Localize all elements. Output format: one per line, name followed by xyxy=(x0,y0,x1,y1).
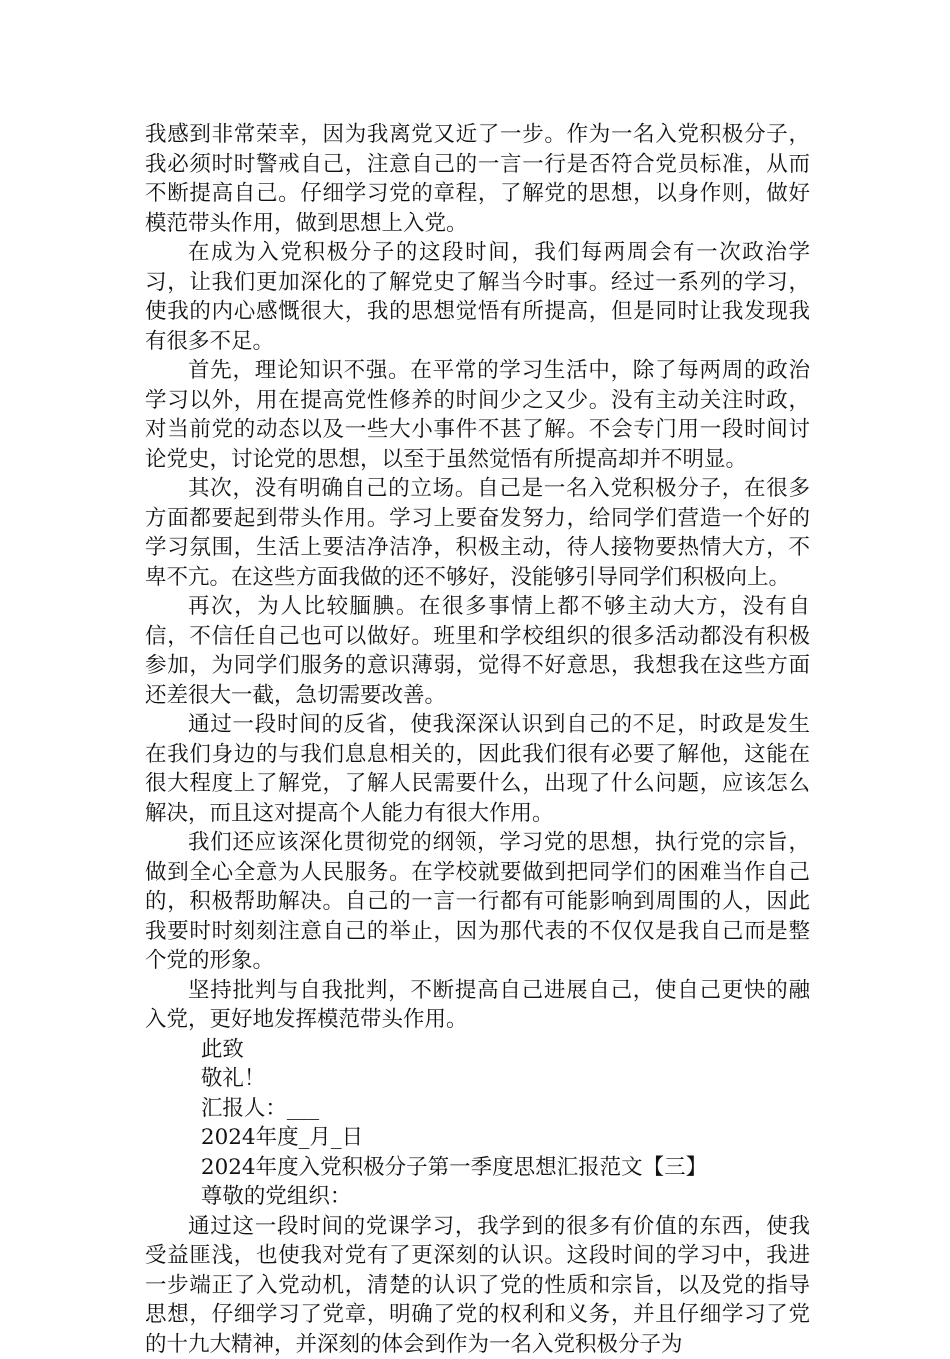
paragraph-5: 再次，为人比较腼腆。在很多事情上都不够主动大方，没有自信，不信任自己也可以做好。班里和学校组织的很多活动都没有积极参加，为同学们服务的意识薄弱，觉得不好意思，我想我在这些方面还差很大一截，急切需要改善。 xyxy=(145,592,810,710)
paragraph-3: 首先，理论知识不强。在平常的学习生活中，除了每两周的政治学习以外，用在提高党性修养的时间少之又少。没有主动关注时政，对当前党的动态以及一些大小事件不甚了解。不会专门用一段时间讨论党史，讨论党的思想，以至于虽然觉悟有所提高却并不明显。 xyxy=(145,356,810,474)
reporter-line: 汇报人：___ xyxy=(145,1094,810,1124)
paragraph-4: 其次，没有明确自己的立场。自己是一名入党积极分子，在很多方面都要起到带头作用。学习上要奋发努力，给同学们营造一个好的学习氛围，生活上要洁净洁净，积极主动，待人接物要热情大方，不卑不亢。在这些方面我做的还不够好，没能够引导同学们积极向上。 xyxy=(145,474,810,592)
paragraph-8: 坚持批判与自我批判，不断提高自己进展自己，使自己更快的融入党，更好地发挥模范带头作用。 xyxy=(145,976,810,1035)
paragraph-6: 通过一段时间的反省，使我深深认识到自己的不足，时政是发生在我们身边的与我们息息相关的，因此我们很有必要了解他，这能在很大程度上了解党，了解人民需要什么，出现了什么问题，应该怎么解决，而且这对提高个人能力有很大作用。 xyxy=(145,710,810,828)
closing-jingli: 敬礼！ xyxy=(145,1064,810,1094)
paragraph-1: 我感到非常荣幸，因为我离党又近了一步。作为一名入党积极分子，我必须时时警戒自己，注意自己的一言一行是否符合党员标准，从而不断提高自己。仔细学习党的章程，了解党的思想，以身作则，做好模范带头作用，做到思想上入党。 xyxy=(145,120,810,238)
paragraph-2: 在成为入党积极分子的这段时间，我们每两周会有一次政治学习，让我们更加深化的了解党史了解当今时事。经过一系列的学习，使我的内心感慨很大，我的思想觉悟有所提高，但是同时让我发现我有很多不足。 xyxy=(145,238,810,356)
document-page xyxy=(145,120,810,1359)
date-line: 2024年度_月_日 xyxy=(145,1123,810,1153)
closing-cizhi: 此致 xyxy=(145,1035,810,1065)
paragraph-next: 通过这一段时间的党课学习，我学到的很多有价值的东西，使我受益匪浅，也使我对党有了更深刻的认识。这段时间的学习中，我进一步端正了入党动机，清楚的认识了党的性质和宗旨，以及党的指导思想，仔细学习了党章，明确了党的权利和义务，并且仔细学习了党的十九大精神，并深刻的体会到作为一名入党积极分子为 xyxy=(145,1212,810,1359)
salutation: 尊敬的党组织： xyxy=(145,1182,810,1212)
paragraph-7: 我们还应该深化贯彻党的纲领，学习党的思想，执行党的宗旨，做到全心全意为人民服务。在学校就要做到把同学们的困难当作自己的，积极帮助解决。自己的一言一行都有可能影响到周围的人，因此我要时时刻刻注意自己的举止，因为那代表的不仅仅是我自己而是整个党的形象。 xyxy=(145,828,810,976)
section-title: 2024年度入党积极分子第一季度思想汇报范文【三】 xyxy=(145,1153,810,1183)
